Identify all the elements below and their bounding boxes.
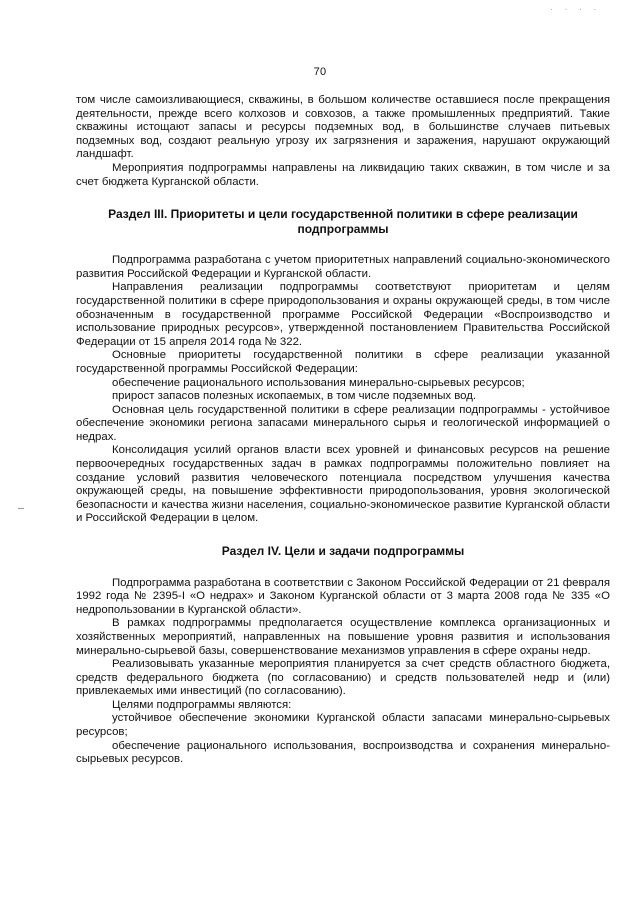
paragraph: Консолидация усилий органов власти всех уровней и финансовых ресурсов на решение первоочередных государственных задач в рамках подпрограммы положительно повлияет на создание условий развития человеческого потенциала посредством улучшения качества окружающей среды, на повышение эффективности природопользования, уровня экологической безопасности и качества жизни населения, социально-экономическое развитие Курганской области и Российской Федерации в целом. [76,444,610,525]
list-item: устойчивое обеспечение экономики Курганской области запасами минерально-сырьевых ресурсов; [76,712,610,739]
paragraph: том числе самоизливающиеся, скважины, в большом количестве оставшиеся после прекращения деятельности, прежде всего колхозов и совхозов, а также промышленных предприятий. Такие скважины истощают запасы и ресурсы подземных вод, в большинстве случаев питьевых подземных вод, создают реальную угрозу их загрязнения и заражения, нарушают окружающий ландшафт. [76,94,610,161]
scan-artifact: · · · · [549,6,600,14]
section-heading: Раздел III. Приоритеты и цели государственной политики в сфере реализации подпрограммы [108,207,578,236]
document-body [76,94,610,767]
paragraph: Основные приоритеты государственной политики в сфере реализации указанной государственной программы Российской Федерации: [76,349,610,375]
section-heading: Раздел IV. Цели и задачи подпрограммы [221,544,465,559]
paragraph: Подпрограмма разработана с учетом приоритетных направлений социально-экономического развития Российской Федерации и Курганской области. [76,254,610,280]
paragraph: Целями подпрограммы являются: [112,698,292,711]
list-item: прирост запасов полезных ископаемых, в том числе подземных вод. [112,390,477,403]
paragraph: Подпрограмма разработана в соответствии с Законом Российской Федерации от 21 февраля 1992 года № 2395-I «О недрах» и Законом Курганской области от 3 марта 2008 года № 335 «О недропользовании в Курганской области». [76,576,610,616]
list-item: обеспечение рационального использования, воспроизводства и сохранения минерально-сырьевых ресурсов. [76,739,610,766]
paragraph: Реализовывать указанные мероприятия планируется за счет средств областного бюджета, средств федерального бюджета (по согласованию) и средств пользователей недр и (или) привлекаемых ими инвестиций (по согласованию). [76,658,610,698]
paragraph: Мероприятия подпрограммы направлены на ликвидацию таких скважин, в том числе и за счет бюджета Курганской области. [76,161,610,188]
paragraph: В рамках подпрограммы предполагается осуществление комплекса организационных и хозяйственных мероприятий, направленных на повышение уровня развития и использования минерально-сырьевой базы, совершенствование механизмов управления в сфере охраны недр. [76,617,610,657]
margin-mark [18,508,24,509]
paragraph: Основная цель государственной политики в сфере реализации подпрограммы - устойчивое обеспечение экономики региона запасами минерального сырья и геологической информацией о недрах. [76,403,610,443]
paragraph: Направления реализации подпрограммы соответствуют приоритетам и целям государственной политики в сфере природопользования и охраны окружающей среды, в том числе обозначенным в государственной программе Российской Федерации «Воспроизводство и использование природных ресурсов», утвержденной постановлением Правительства Российской Федерации от 15 апреля 2014 года № 322. [76,281,610,348]
list-item: обеспечение рационального использования минерально-сырьевых ресурсов; [112,376,525,389]
page-number: 70 [313,66,327,78]
